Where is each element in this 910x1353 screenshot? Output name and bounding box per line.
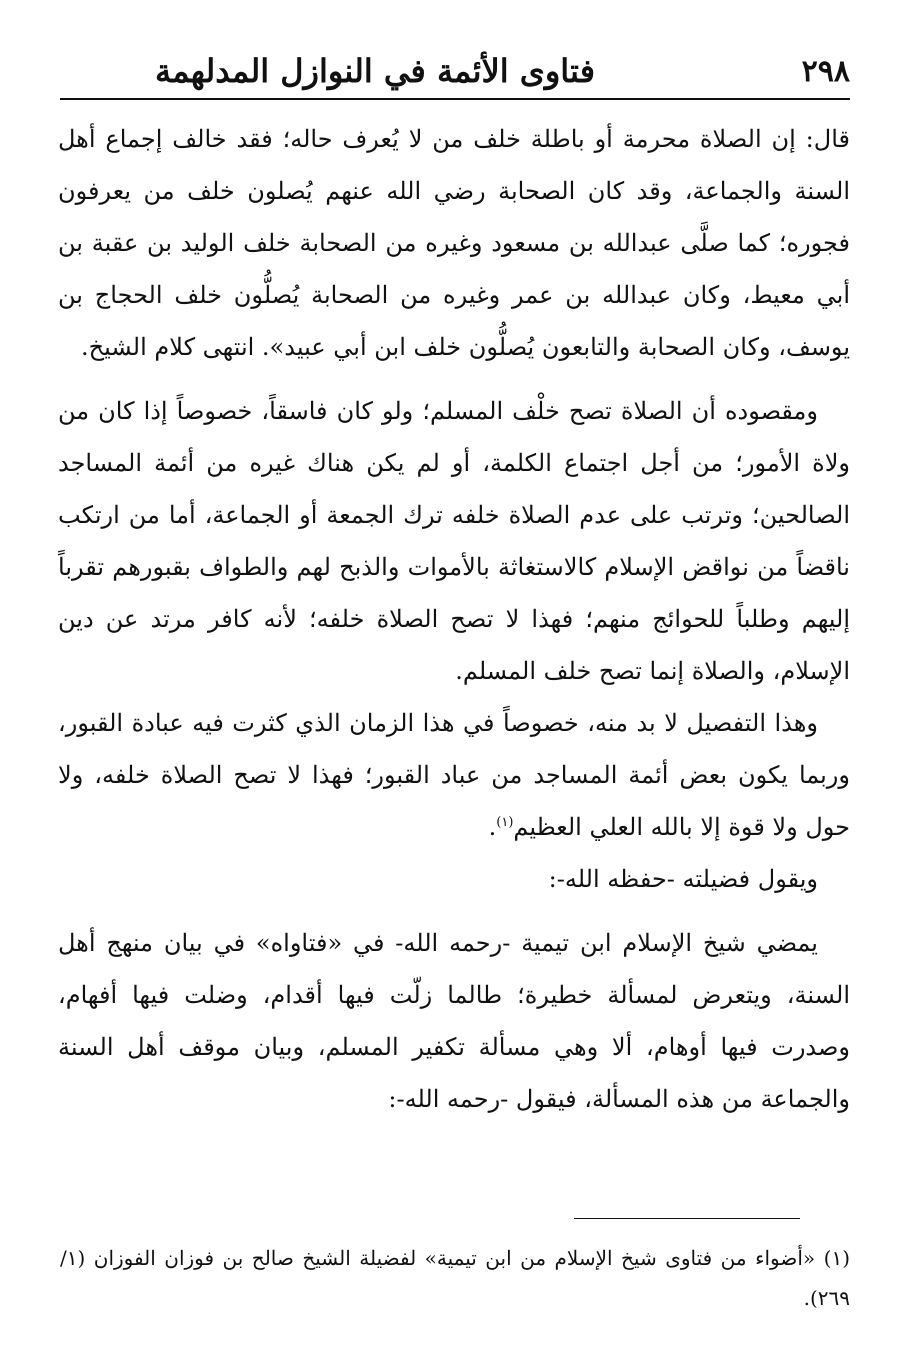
page-header: [60, 52, 850, 100]
paragraph-detail: [58, 697, 850, 853]
footnote-reference: (١): [496, 815, 514, 830]
footnote-separator: [574, 1218, 800, 1219]
paragraph-commentary: ومقصوده أن الصلاة تصح خلْف المسلم؛ ولو كان فاسقاً، خصوصاً إذا كان من ولاة الأمور؛ من أجل اجتماع الكلمة، أو لم يكن هناك غيره من أئمة المساجد الصالحين؛ وترتب على عدم الصلاة خلفه ترك الجمعة أو الجماعة، أما من ارتكب ناقضاً من نواقض الإسلام كالاستغاثة بالأموات والذبح لهم والطواف بقبورهم تقرباً إليهم وطلباً للحوائج منهم؛ فهذا لا تصح الصلاة خلفه؛ لأنه كافر مرتد عن دين الإسلام، والصلاة إنما تصح خلف المسلم.: [58, 397, 851, 685]
header-rule: [60, 98, 850, 100]
body-text: [58, 113, 850, 1125]
running-title: فتاوى الأئمة في النوازل المدلهمة: [155, 52, 595, 90]
paragraph-speaker-line: ويقول فضيلته -حفظه الله-:: [548, 865, 818, 893]
footnotes: [60, 1238, 850, 1318]
page-number: ٢٩٨: [801, 54, 850, 89]
paragraph-detail-punct: .: [488, 813, 497, 841]
footnote-1: (١) «أضواء من فتاوى شيخ الإسلام من ابن تيمية» لفضيلة الشيخ صالح بن فوزان الفوزان (١/ ٢٦٩).: [60, 1246, 850, 1310]
paragraph-ibn-taymiyya-intro: يمضي شيخ الإسلام ابن تيمية -رحمه الله- في «فتاواه» في بيان منهج أهل السنة، ويتعرض لمسألة خطيرة؛ طالما زلّت فيها أقدام، وضلت فيها أفهام، وصدرت فيها أوهام، ألا وهي مسألة تكفير المسلم، وبيان موقف أهل السنة والجماعة من هذه المسألة، فيقول -رحمه الله-:: [58, 929, 851, 1113]
paragraph-quote-ending: قال: إن الصلاة محرمة أو باطلة خلف من لا يُعرف حاله؛ فقد خالف إجماع أهل السنة والجماعة، وقد كان الصحابة رضي الله عنهم يُصلون خلف من يعرفون فجوره؛ كما صلَّى عبدالله بن مسعود وغيره من الصحابة خلف الوليد بن عقبة بن أبي معيط، وكان عبدالله بن عمر وغيره من الصحابة يُصلُّون خلف الحجاج بن يوسف، وكان الصحابة والتابعون يُصلُّون خلف ابن أبي عبيد». انتهى كلام الشيخ.: [58, 125, 850, 361]
paragraph-detail-text: وهذا التفصيل لا بد منه، خصوصاً في هذا الزمان الذي كثرت فيه عبادة القبور، وربما يكون بعض أئمة المساجد من عباد القبور؛ فهذا لا تصح الصلاة خلفه، ولا حول ولا قوة إلا بالله العلي العظيم: [58, 709, 850, 841]
